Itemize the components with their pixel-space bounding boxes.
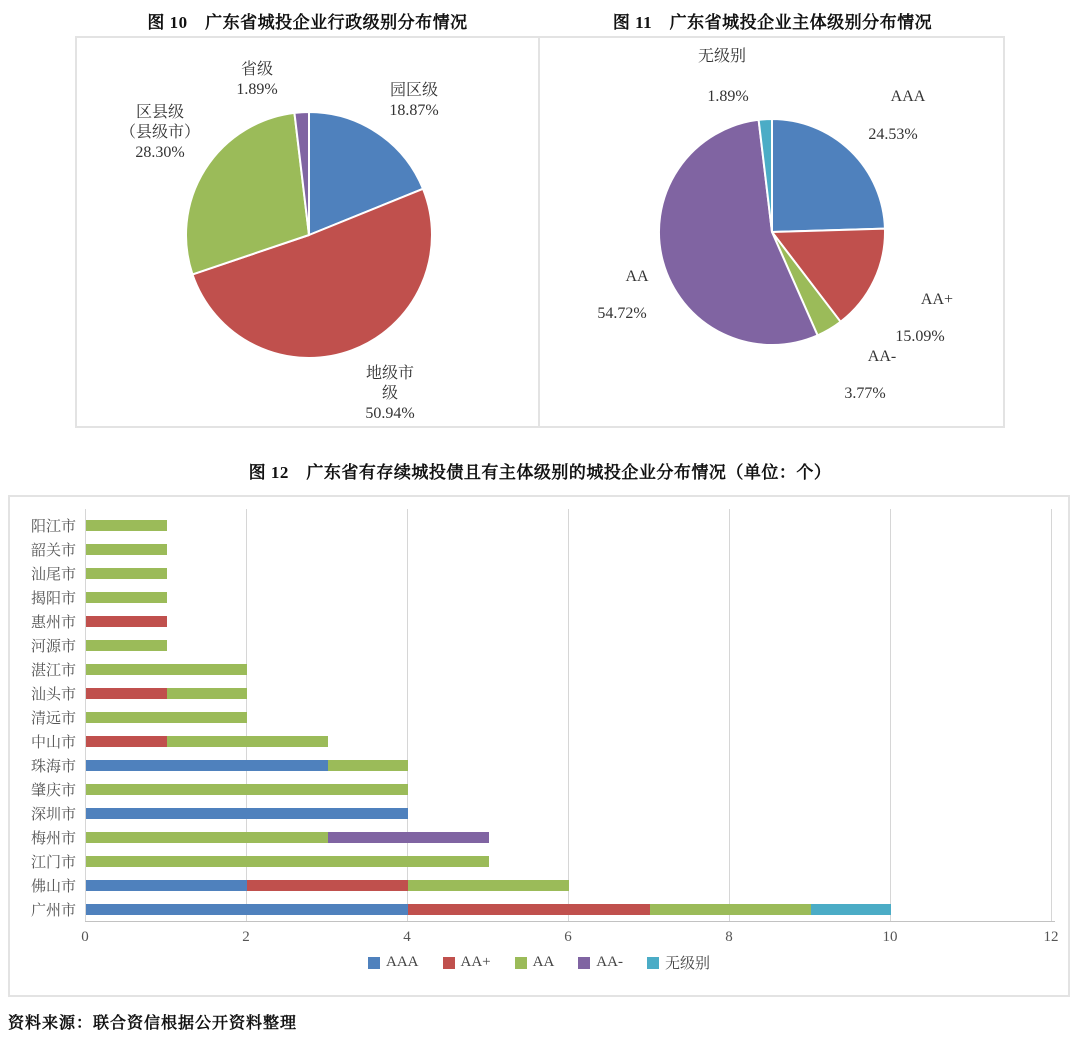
city-label: 佛山市 xyxy=(30,879,76,895)
legend-swatch xyxy=(515,957,527,969)
city-label: 梅州市 xyxy=(30,831,76,847)
gridline xyxy=(1051,509,1052,921)
pie-label-no-rating: 无级别 xyxy=(697,48,746,65)
pie-label-no-rating-pct: 1.89% xyxy=(707,88,749,105)
city-label: 清远市 xyxy=(30,711,76,727)
pie-label-text: 省级 xyxy=(240,61,273,78)
gridline xyxy=(890,509,891,921)
legend-item xyxy=(368,954,419,971)
pie-label-aaa-pct: 24.53% xyxy=(868,126,918,143)
bar-segment-AA xyxy=(86,544,167,555)
bar-segment-AA+ xyxy=(86,616,167,627)
bar-segment-AA xyxy=(86,520,167,531)
city-rating-bar-chart xyxy=(8,495,1070,997)
city-label: 珠海市 xyxy=(30,759,76,775)
city-label: 阳江市 xyxy=(30,519,76,535)
bar-segment-AA xyxy=(86,856,489,867)
city-label: 汕头市 xyxy=(30,687,76,703)
x-axis-tick-label: 2 xyxy=(242,929,250,945)
pie-label-aa-minus: AA- xyxy=(867,348,897,365)
legend-swatch xyxy=(647,957,659,969)
bar-segment-AA xyxy=(86,592,167,603)
bar-segment-AA xyxy=(86,568,167,579)
entity-rating-pie-chart xyxy=(538,36,1005,428)
legend-label: AA xyxy=(532,954,555,970)
pie-label-pct: 18.87% xyxy=(389,102,439,119)
x-axis-tick-label: 12 xyxy=(1043,929,1059,945)
x-axis-tick-label: 4 xyxy=(403,929,411,945)
bar-segment-AA xyxy=(86,784,408,795)
gridline xyxy=(568,509,569,921)
bar-segment-AA+ xyxy=(408,904,650,915)
bar-segment-AA xyxy=(167,688,248,699)
city-label: 中山市 xyxy=(30,735,76,751)
bar-segment-AA xyxy=(86,832,328,843)
x-axis-tick-label: 6 xyxy=(564,929,572,945)
legend-item xyxy=(443,954,491,971)
figure-12-title: 图 12 广东省有存续城投债且有主体级别的城投企业分布情况（单位：个） xyxy=(248,463,832,482)
pie-label-pct: 28.30% xyxy=(135,144,185,161)
x-axis-tick-label: 8 xyxy=(725,929,733,945)
pie-label-text: 级 xyxy=(381,385,398,402)
pie-label-aa-plus-pct: 15.09% xyxy=(895,328,945,345)
pie-label-park-level xyxy=(349,81,479,121)
bar-segment-AA+ xyxy=(86,688,167,699)
city-label: 汕尾市 xyxy=(30,567,76,583)
gridline xyxy=(729,509,730,921)
bar-segment-AA xyxy=(86,640,167,651)
legend-swatch xyxy=(578,957,590,969)
x-axis-tick-label: 0 xyxy=(81,929,89,945)
city-label: 江门市 xyxy=(30,855,76,871)
city-label: 韶关市 xyxy=(30,543,76,559)
pie-label-text: 地级市 xyxy=(365,365,414,382)
legend-swatch xyxy=(443,957,455,969)
bar-segment-AAA xyxy=(86,880,247,891)
bar-segment-无级别 xyxy=(811,904,892,915)
city-label: 惠州市 xyxy=(30,615,76,631)
legend-label: 无级别 xyxy=(664,956,710,972)
bar-segment-AA xyxy=(408,880,569,891)
bar-segment-AAA xyxy=(86,808,408,819)
bar-segment-AAA xyxy=(86,760,328,771)
bar-segment-AA xyxy=(86,664,247,675)
x-axis-line xyxy=(85,921,1055,922)
bar-plot-area xyxy=(10,497,1068,995)
legend-label: AA+ xyxy=(460,954,491,970)
bar-segment-AA- xyxy=(328,832,489,843)
chart-legend xyxy=(10,952,1068,973)
pie-label-text: 园区级 xyxy=(389,82,438,99)
legend-item xyxy=(647,952,710,973)
pie-label-aa-minus-pct: 3.77% xyxy=(844,385,886,402)
pie-label-aa: AA xyxy=(625,268,649,285)
pie-label-text: 区县级 xyxy=(135,104,184,121)
source-note: 资料来源：联合资信根据公开资料整理 xyxy=(8,1015,298,1032)
bar-segment-AA xyxy=(167,736,328,747)
city-label: 揭阳市 xyxy=(30,591,76,607)
figure-10-title: 图 10 广东省城投企业行政级别分布情况 xyxy=(147,13,468,32)
pie-label-provincial xyxy=(192,60,322,100)
pie-label-county-level xyxy=(95,103,225,163)
city-label: 广州市 xyxy=(30,903,76,919)
pie-label-aaa: AAA xyxy=(890,88,926,105)
bar-segment-AA xyxy=(328,760,409,771)
city-label: 肇庆市 xyxy=(30,783,76,799)
legend-swatch xyxy=(368,957,380,969)
x-axis-tick-label: 10 xyxy=(882,929,898,945)
pie-label-text: （县级市） xyxy=(119,124,200,141)
bar-segment-AA xyxy=(650,904,811,915)
bar-segment-AA+ xyxy=(86,736,167,747)
bar-segment-AA+ xyxy=(247,880,408,891)
admin-level-pie-chart xyxy=(75,36,540,428)
city-label: 河源市 xyxy=(30,639,76,655)
bar-segment-AAA xyxy=(86,904,408,915)
city-label: 深圳市 xyxy=(30,807,76,823)
pie-label-pct: 50.94% xyxy=(365,405,415,422)
legend-label: AA- xyxy=(596,954,623,970)
city-label: 湛江市 xyxy=(30,663,76,679)
legend-item xyxy=(578,954,623,971)
bar-segment-AA xyxy=(86,712,247,723)
figure-11-title: 图 11 广东省城投企业主体级别分布情况 xyxy=(612,13,933,32)
pie-label-pct: 1.89% xyxy=(236,81,278,98)
legend-item xyxy=(515,954,555,971)
pie-label-aa-pct: 54.72% xyxy=(597,305,647,322)
pie-label-aa-plus: AA+ xyxy=(920,291,954,308)
pie-label-prefecture-level xyxy=(325,364,455,424)
legend-label: AAA xyxy=(386,954,419,970)
